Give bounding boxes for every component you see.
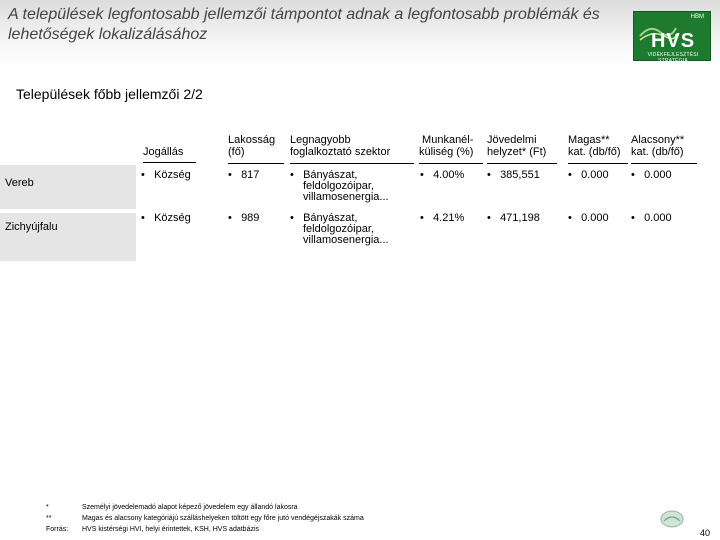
table-cell-alacsony: • 0.000 [631,169,672,181]
col-jogallas: Jogállás [143,146,183,158]
table-cell-magas: • 0.000 [568,169,609,181]
row-label-vereb: Vereb [0,165,136,209]
col-szektor: Legnagyobb foglalkoztató szektor [290,134,390,158]
table-cell-lakossag: • 989 [228,212,260,224]
col-underline [487,163,557,164]
col-lakossag: Lakosság (fő) [228,134,275,158]
logo-text: HVS [650,30,696,52]
footnote-key: * [46,504,49,511]
col-underline [143,162,196,163]
table-cell-jovedelem: • 471,198 [487,212,540,224]
footnote-key: Forrás: [46,526,69,533]
header-band [0,0,720,66]
table-cell-szektor: • Bányászat, feldolgozóipar, villamosenergia... [290,169,389,203]
logo-top-text: HBM [690,14,704,20]
table-cell-munkanelkuliseg: • 4.00% [420,169,465,181]
table-cell-jogallas: • Község [141,212,191,224]
footnote-text: HVS kistérségi HVI, helyi érintettek, KSH, HVS adatbázis [82,526,260,533]
table-cell-szektor: • Bányászat, feldolgozóipar, villamosenergia... [290,212,389,246]
col-alacsony: Alacsony** kat. (db/fő) [631,134,684,158]
table-cell-magas: • 0.000 [568,212,609,224]
col-underline [419,163,483,164]
page-number: 40 [700,528,711,538]
logo-subtitle: VIDÉKFEJLESZTÉSI STRATÉGIA [647,52,699,64]
col-munkanelkuliseg: Munkanél- küliség (%) [419,134,473,158]
footnote-text: Személyi jövedelemadó alapot képező jövedelem egy állandó lakosra [82,504,298,511]
hvs-logo [633,11,711,64]
emblem-icon [660,510,684,528]
col-underline [290,163,414,164]
table-cell-jovedelem: • 385,551 [487,169,540,181]
table-cell-munkanelkuliseg: • 4.21% [420,212,465,224]
table-cell-alacsony: • 0.000 [631,212,672,224]
col-underline [568,163,628,164]
footnote-text: Magas és alacsony kategóriájú szálláshelyeken töltött egy főre jutó vendégéjszakák száma [82,515,364,522]
col-jovedelem: Jövedelmi helyzet* (Ft) [487,134,546,158]
col-underline [631,163,697,164]
col-magas: Magas** kat. (db/fő) [568,134,621,158]
col-underline [228,163,284,164]
footnote-key: ** [46,515,52,522]
row-label-zichyujfalu: Zichyújfalu [0,213,136,261]
table-cell-lakossag: • 817 [228,169,260,181]
page-heading: A települések legfontosabb jellemzői támpontot adnak a legfontosabb problémák és lehetőségek lokalizálásához [8,6,600,43]
table-cell-jogallas: • Község [141,169,191,181]
section-title: Települések főbb jellemzői 2/2 [16,86,203,102]
